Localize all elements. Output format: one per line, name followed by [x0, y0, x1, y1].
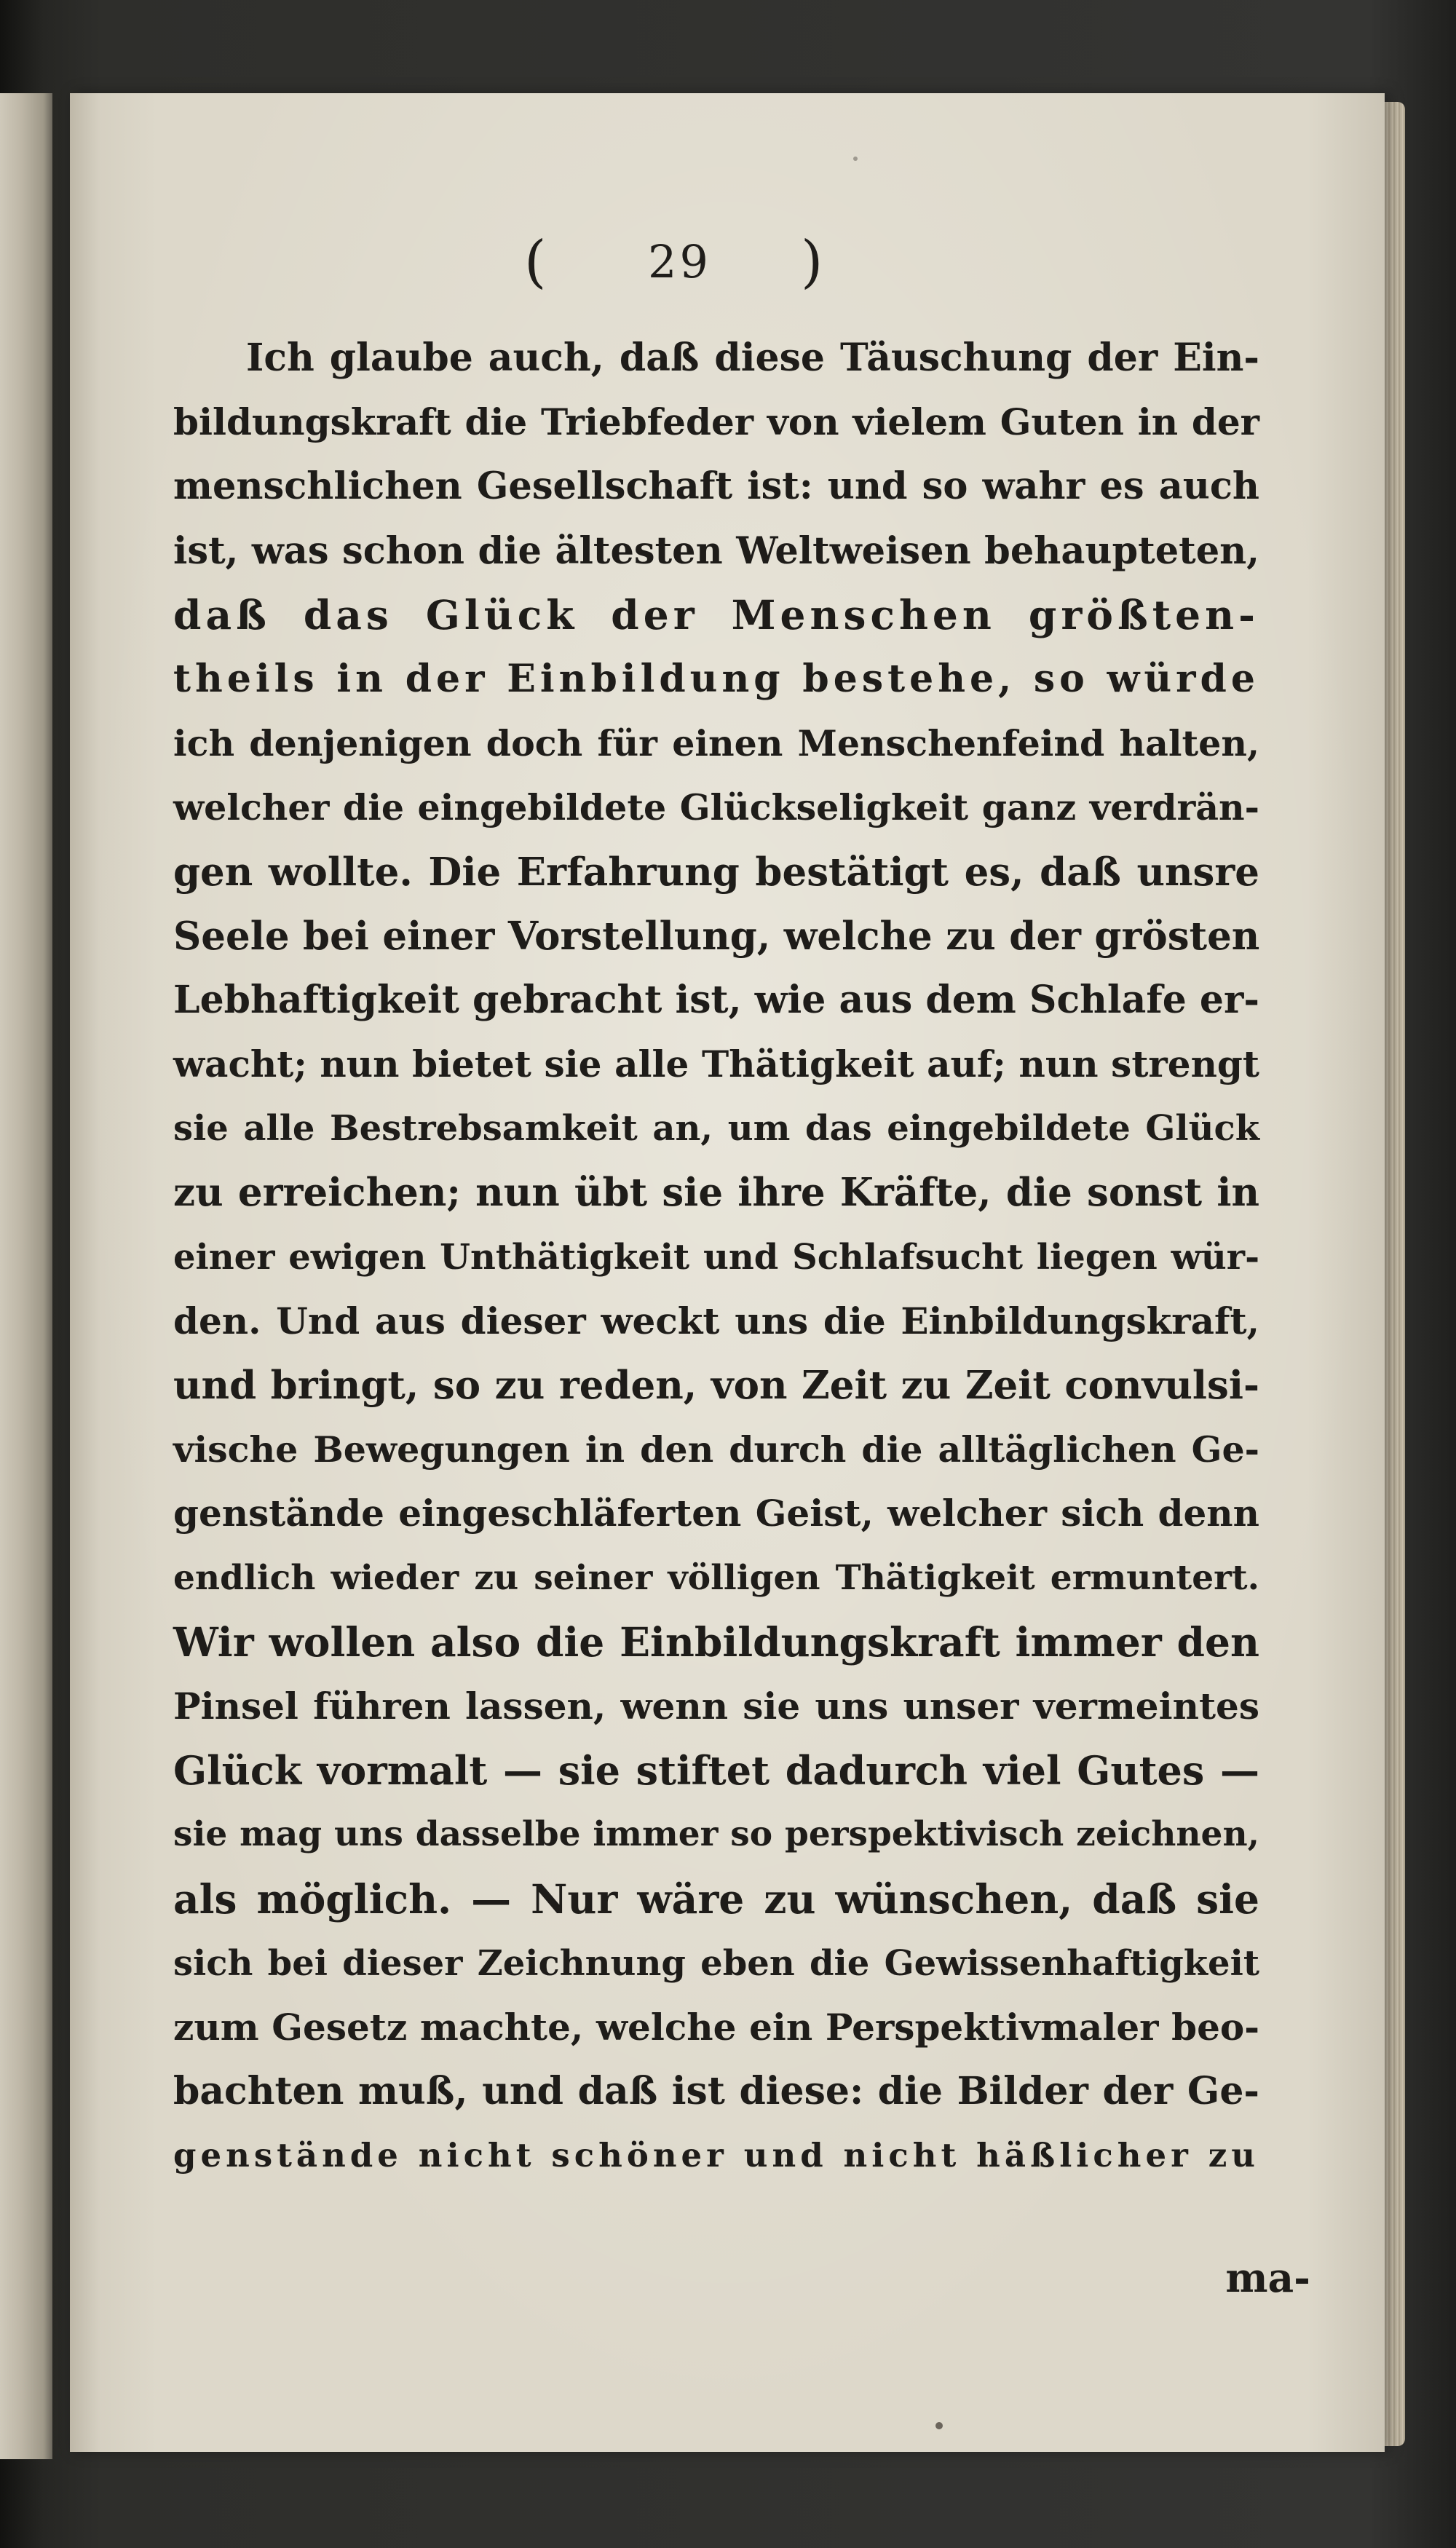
text-line: vische Bewegungen in den durch die alltäglichen Ge-: [173, 1428, 1259, 1471]
text-line: menschlichen Gesellschaft ist: und so wahr es auch: [173, 464, 1259, 509]
text-line: sich bei dieser Zeichnung eben die Gewissenhaftigkeit: [173, 1942, 1259, 1984]
text-line: als möglich. — Nur wäre zu wünschen, daß sie: [173, 1875, 1259, 1923]
text-line: genstände eingeschläferten Geist, welcher sich denn: [173, 1492, 1259, 1535]
text-line: daß das Glück der Menschen größten-: [173, 590, 1259, 638]
facing-page-edge: [0, 93, 52, 2459]
text-line: ich denjenigen doch für einen Menschenfeind halten,: [173, 722, 1259, 765]
header-open-paren: (: [524, 229, 547, 295]
text-line: zu erreichen; nun übt sie ihre Kräfte, die sonst in: [173, 1170, 1259, 1216]
text-line: bachten muß, und daß ist diese: die Bilder der Ge-: [173, 2069, 1259, 2114]
text-line: Pinsel führen lassen, wenn sie uns unser vermeintes: [173, 1684, 1259, 1728]
text-line: sie mag uns dasselbe immer so perspektivisch zeichnen,: [173, 1814, 1259, 1855]
ink-speck: [853, 157, 858, 161]
text-line: endlich wieder zu seiner völligen Thätigkeit ermuntert.: [173, 1557, 1259, 1598]
text-line: ist, was schon die ältesten Weltweisen behaupteten,: [173, 529, 1259, 573]
text-line: zum Gesetz machte, welche ein Perspektivmaler beo-: [173, 2005, 1259, 2049]
page-header: [510, 222, 859, 302]
text-line: Seele bei einer Vorstellung, welche zu der grösten: [173, 913, 1260, 959]
text-line: theils in der Einbildung bestehe, so würde: [173, 656, 1259, 701]
body-text: [173, 326, 1259, 2188]
text-line: den. Und aus dieser weckt uns die Einbildungskraft,: [173, 1299, 1259, 1342]
ink-speck: [935, 2422, 943, 2429]
text-line: welcher die eingebildete Glückseligkeit ganz verdrän-: [173, 786, 1259, 829]
text-line: bildungskraft die Triebfeder von vielem Guten in der: [173, 400, 1259, 444]
text-line: und bringt, so zu reden, von Zeit zu Zeit convulsi-: [173, 1363, 1259, 1408]
catchword: ma-: [1225, 2254, 1310, 2301]
text-line: sie alle Bestrebsamkeit an, um das eingebildete Glück: [173, 1108, 1259, 1150]
page-number: 29: [648, 235, 711, 288]
text-line: Wir wollen also die Einbildungskraft immer den: [173, 1618, 1259, 1666]
text-line: einer ewigen Unthätigkeit und Schlafsucht liegen wür-: [173, 1236, 1259, 1278]
header-close-paren: ): [801, 229, 823, 295]
text-line: Glück vormalt — sie stiftet dadurch viel Gutes —: [173, 1747, 1259, 1795]
text-line: wacht; nun bietet sie alle Thätigkeit auf; nun strengt: [173, 1042, 1259, 1086]
text-line: gen wollte. Die Erfahrung bestätigt es, daß unsre: [173, 849, 1259, 895]
text-line: Ich glaube auch, daß diese Täuschung der Ein-: [246, 336, 1259, 380]
text-line: genstände nicht schöner und nicht häßlicher zu: [173, 2136, 1259, 2175]
text-line: Lebhaftigkeit gebracht ist, wie aus dem Schlafe er-: [173, 977, 1259, 1022]
